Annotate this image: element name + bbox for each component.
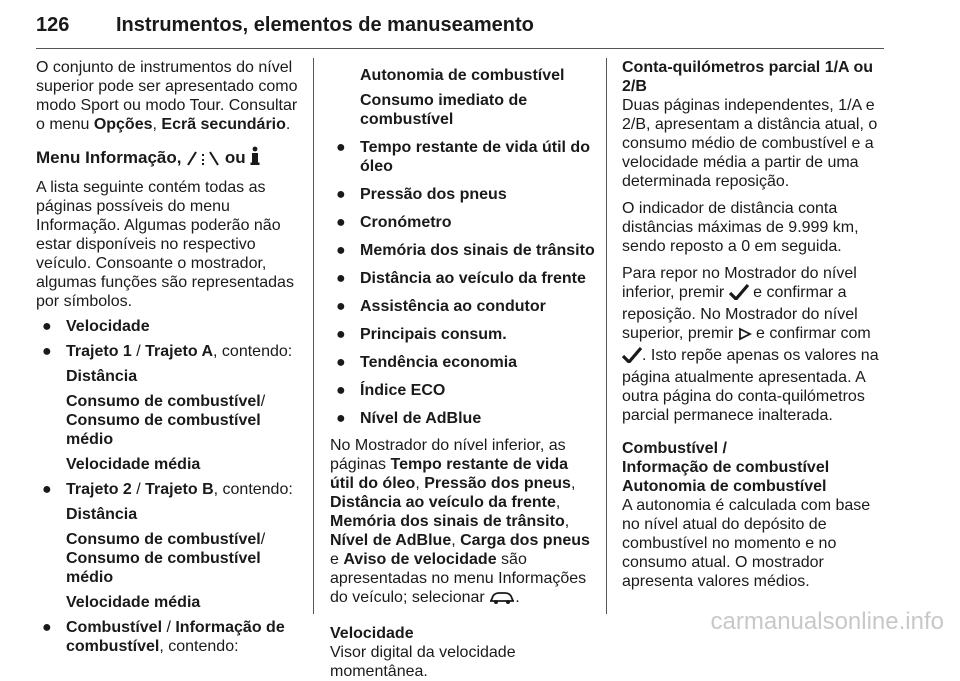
column-divider	[606, 58, 607, 614]
list-item: ● Tendência economia	[336, 354, 518, 371]
trip-icon	[186, 150, 220, 170]
list-item: ● Memória dos sinais de trânsito	[336, 242, 595, 259]
list-item: ● Combustível / Informação de combustível, contendo:	[42, 619, 285, 655]
info-icon	[250, 146, 260, 170]
list-item: ● Trajeto 1 / Trajeto A, contendo:	[42, 343, 293, 360]
list-item: ● Tempo restante de vida útil do óleo	[336, 139, 590, 175]
intro-paragraph: O conjunto de instrumentos do nível superior pode ser apresentado como modo Sport ou modo Tour. Consultar o menu Opções, Ecrã secundário.	[36, 59, 298, 133]
fuel-heading: Informação de combustível	[622, 459, 830, 476]
section-heading: Menu Informação, ou	[36, 146, 302, 170]
column-1	[36, 58, 302, 656]
list-item: ● Índice ECO	[336, 382, 446, 399]
range-heading: Autonomia de combustível	[622, 478, 827, 495]
range-paragraph: A autonomia é calculada com base no nível atual do depósito de combustível no momento e no consumo atual. O mostrador apresenta valores médios.	[622, 497, 871, 590]
fuel-heading: Combustível /	[622, 440, 727, 457]
reset-paragraph: Para repor no Mostrador do nível inferior, premir e confirmar a reposição. No Mostrador do nível superior, premir e confirmar com . Isto repõe apenas os valores na página atualmente apresentada. A outra página do conta-quilómetros parcial permanece inalterada.	[622, 265, 879, 424]
sub-item: Consumo de combustível/ Consumo de combustível médio	[66, 393, 266, 448]
velocity-text: Visor digital da velocidade momentânea.	[330, 644, 516, 680]
page-title: Instrumentos, elementos de manuseamento	[116, 14, 534, 36]
trip-heading: Conta-quilómetros parcial 1/A ou 2/B	[622, 59, 873, 95]
list-intro: A lista seguinte contém todas as páginas possíveis do menu Informação. Algumas poderão não estar disponíveis no respectivo veículo. Consoante o mostrador, algumas funções são representadas por símbolos.	[36, 179, 294, 310]
watermark: carmanualsonline.info	[710, 608, 944, 635]
sub-item: Distância	[66, 368, 138, 385]
checkmark-icon	[622, 347, 642, 368]
header-rule	[36, 48, 884, 49]
page-header	[36, 8, 884, 46]
velocity-heading: Velocidade	[330, 625, 414, 642]
distance-paragraph: O indicador de distância conta distâncias máximas de 9.999 km, sendo reposto a 0 em seguida.	[622, 200, 859, 255]
list-item: ● Cronómetro	[336, 214, 452, 231]
list-item: ● Trajeto 2 / Trajeto B, contendo:	[42, 481, 293, 498]
bullet-list	[330, 138, 596, 428]
column-divider	[313, 58, 314, 614]
list-item: ● Principais consum.	[336, 326, 507, 343]
sub-item: Distância	[66, 506, 138, 523]
play-arrow-icon	[738, 327, 752, 346]
lower-display-paragraph: No Mostrador do nível inferior, as páginas Tempo restante de vida útil do óleo, Pressão dos pneus, Distância ao veículo da frente, Memória dos sinais de trânsito, Nível de AdBlue, Carga dos pneus e Aviso de velocidade são apresentadas no menu Informações do veículo; selecionar .	[330, 436, 596, 610]
list-item: ● Distância ao veículo da frente	[336, 270, 586, 287]
sub-item: Velocidade média	[66, 456, 201, 473]
trip-paragraph: Duas páginas independentes, 1/A e 2/B, apresentam a distância atual, o consumo médio de combustível e a velocidade média a partir de uma determinada reposição.	[622, 97, 878, 190]
column-3	[622, 58, 888, 591]
car-icon	[489, 591, 515, 610]
sub-item: Velocidade média	[66, 594, 201, 611]
sub-item: Autonomia de combustível	[360, 67, 565, 84]
list-item: ● Assistência ao condutor	[336, 298, 546, 315]
column-2	[330, 58, 596, 681]
list-item: ● Velocidade	[42, 318, 150, 335]
list-item: ● Nível de AdBlue	[336, 410, 482, 427]
sub-item: Consumo de combustível/ Consumo de combustível médio	[66, 531, 266, 586]
list-item: ● Pressão dos pneus	[336, 186, 507, 203]
sub-item: Consumo imediato de combustível	[360, 92, 528, 128]
checkmark-icon	[729, 284, 749, 305]
page-number: 126	[36, 14, 70, 36]
